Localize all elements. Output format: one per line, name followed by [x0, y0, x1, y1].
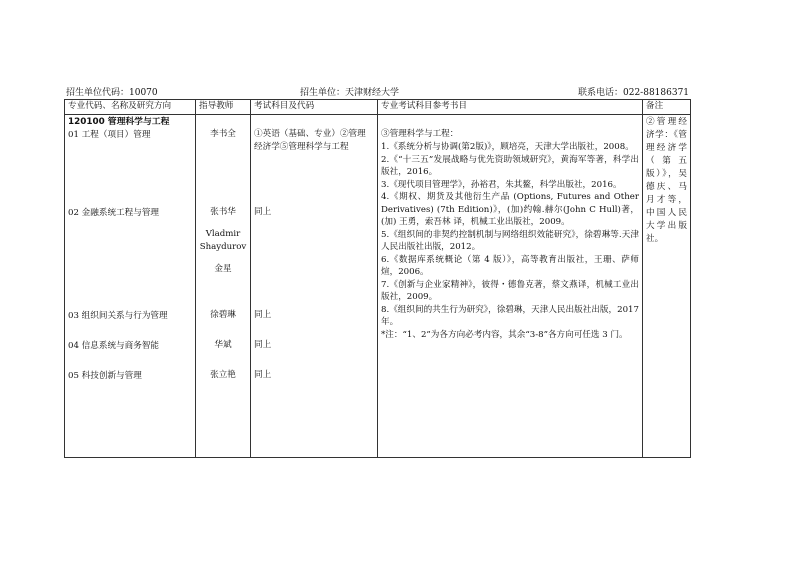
direction-02: 02 金融系统工程与管理: [68, 208, 160, 218]
notes-text: ②管理经济学：《管理经济学（第五版）》，吴德庆、马月才等，中国人民大学出版社。: [646, 117, 687, 244]
major-title: 120100 管理科学与工程: [68, 117, 170, 127]
books-cell: [378, 115, 643, 458]
book-entry: 6.《数据库系统概论（第 4 版）》，高等教育出版社，王珊、萨师煊，2006。: [381, 254, 639, 277]
teacher-name: 华斌: [214, 340, 232, 350]
teacher-cell: [196, 115, 251, 458]
unit-code: 招生单位代码：10070: [66, 88, 158, 98]
book-entry: 4.《期权、期货及其他衍生产品 (Options, Futures and Other Derivatives) (7th Edition)》，(加)约翰.赫尔(John C Hull)著，(加) 王勇，索吾林 译，机械工业出版社，2009。: [381, 192, 639, 227]
book-entry: 7.《创新与企业家精神》，彼得・德鲁克著，蔡文燕译，机械工业出版社，2009。: [381, 279, 639, 302]
books-heading: ③管理科学与工程：: [381, 129, 459, 139]
direction-04: 04 信息系统与商务智能: [68, 341, 160, 351]
column-header-notes: 备注: [643, 100, 691, 115]
exam-subjects: ①英语（基础、专业）②管理经济学⑤管理科学与工程: [254, 129, 366, 152]
column-header-major: 专业代码、名称及研究方向: [65, 100, 196, 115]
column-header-subjects: 考试科目及代码: [251, 100, 378, 115]
teacher-name: Shaydurov: [199, 242, 247, 252]
notes-cell: [643, 115, 691, 458]
direction-03: 03 组织间关系与行为管理: [68, 311, 168, 321]
subjects-cell: [251, 115, 378, 458]
book-entry: 5.《组织间的非契约控制机制与网络组织效能研究》，徐碧琳等.天津人民出版社出版，2012。: [381, 229, 639, 252]
teacher-name: 张立艳: [210, 370, 236, 380]
teacher-name: 徐碧琳: [210, 310, 236, 320]
book-entry: 8.《组织间的共生行为研究》，徐碧琳，天津人民出版社出版，2017 年。: [381, 304, 639, 327]
same-as-above: 同上: [254, 310, 272, 320]
book-note: *注：“1、2”为各方向必考内容，其余“3-8”各方向可任选 3 门。: [381, 329, 628, 340]
direction-01: 01 工程（项目）管理: [68, 130, 151, 140]
direction-05: 05 科技创新与管理: [68, 371, 142, 381]
same-as-above: 同上: [254, 340, 272, 350]
teacher-name: 张书华: [210, 207, 236, 217]
same-as-above: 同上: [254, 207, 272, 217]
unit-name: 招生单位：天津财经大学: [300, 88, 400, 98]
teacher-name: 金星: [214, 264, 232, 274]
major-cell: [65, 115, 196, 458]
book-entry: 2.《“十三五”发展战略与优先资助领域研究》，黄海军等著，科学出版社，2016。: [381, 154, 639, 177]
table-row: [65, 115, 691, 458]
contact-phone: 联系电话：022-88186371: [578, 88, 690, 98]
book-entry: 3.《现代项目管理学》，孙裕君，朱其鳌，科学出版社，2016。: [381, 179, 622, 190]
admissions-table: [64, 99, 691, 458]
table-header-row: [65, 100, 691, 115]
teacher-name: 李书全: [210, 129, 236, 139]
book-entry: 1.《系统分析与协调(第2版)》，顾培亮，天津大学出版社，2008。: [381, 142, 634, 152]
column-header-books: 专业考试科目参考书目: [378, 100, 643, 115]
same-as-above: 同上: [254, 370, 272, 380]
teacher-name: Vladmir: [205, 229, 241, 239]
column-header-teacher: 指导教师: [196, 100, 251, 115]
